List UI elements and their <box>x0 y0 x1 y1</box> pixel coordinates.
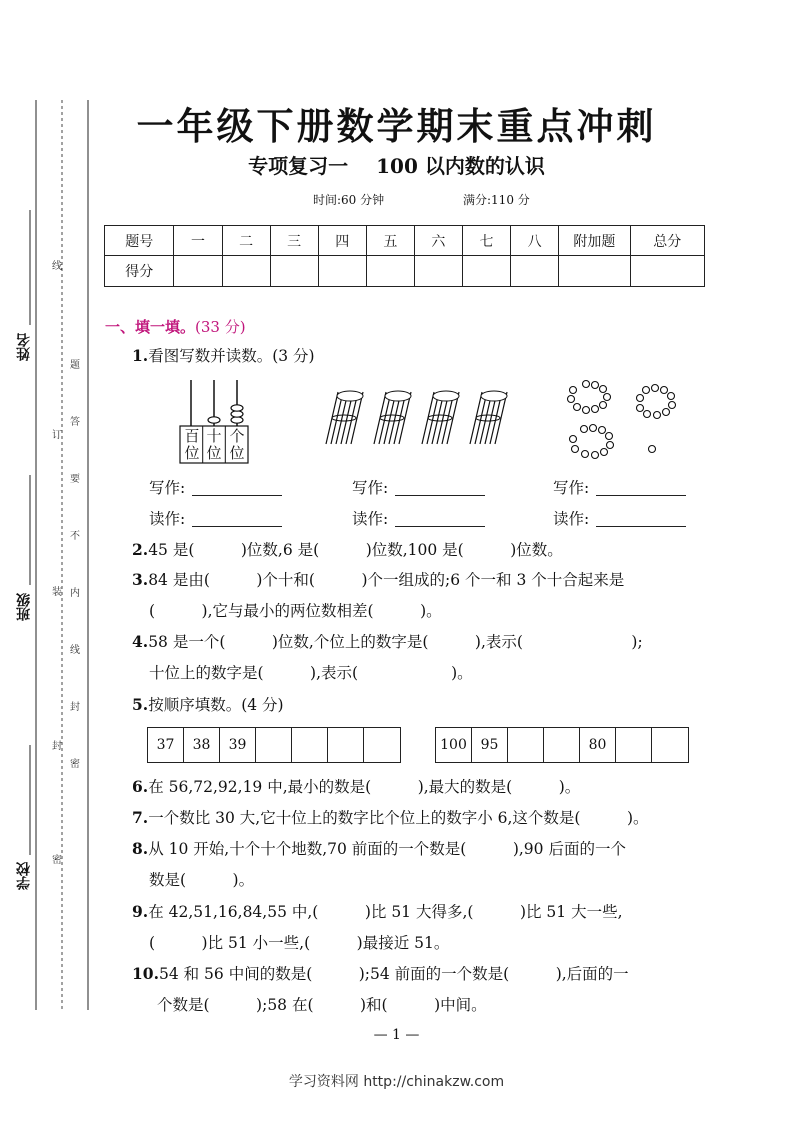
q1-write-blank-2[interactable] <box>395 495 485 496</box>
question-8-line-2: 数是( )。 <box>149 871 255 889</box>
question-7 <box>132 808 649 828</box>
page-number: — 1 — <box>373 1027 420 1043</box>
question-1 <box>132 346 315 366</box>
question-number: 8. <box>132 839 149 858</box>
question-number: 7. <box>132 808 149 827</box>
sequence-cell: 37 <box>148 728 184 762</box>
question-3-line-2: ( ),它与最小的两位数相差( )。 <box>149 602 442 620</box>
question-10-line-1 <box>132 964 629 984</box>
question-number: 5. <box>132 695 149 714</box>
question-number: 1. <box>132 346 149 365</box>
sequence-cell[interactable] <box>328 728 364 762</box>
exam-time: 时间:60 分钟 <box>313 193 385 207</box>
question-10-line-2: 个数是( );58 在( )和( )中间。 <box>157 996 487 1014</box>
sequence-cell: 39 <box>220 728 256 762</box>
q1-write-blank-3[interactable] <box>596 495 686 496</box>
q1-read-blank-2[interactable] <box>395 526 485 527</box>
page-title: 一年级下册数学期末重点冲刺 <box>136 105 657 148</box>
score-header-cell: 七 <box>462 226 510 256</box>
q1-read-label-3: 读作: <box>553 510 590 528</box>
question-8-line-1 <box>132 839 626 859</box>
margin-char: 线 <box>52 261 62 272</box>
warning-char: 答 <box>70 417 80 428</box>
score-header-cell: 题号 <box>105 226 174 256</box>
question-4-line-2: 十位上的数字是( ),表示( )。 <box>149 664 473 682</box>
score-header-cell: 八 <box>511 226 559 256</box>
score-cell[interactable] <box>270 256 318 287</box>
question-2 <box>132 540 563 560</box>
score-table <box>104 225 705 287</box>
subtitle-part1: 专项复习一 <box>248 154 349 178</box>
sequence-cell[interactable] <box>256 728 292 762</box>
question-9-line-2: ( )比 51 小一些,( )最接近 51。 <box>149 934 450 952</box>
warning-char: 密 <box>70 759 80 770</box>
subtitle-part2: 100 以内数的认识 <box>376 154 545 178</box>
warning-char: 不 <box>70 531 80 542</box>
abacus-label-tens: 十位 <box>206 427 222 462</box>
score-cell[interactable] <box>222 256 270 287</box>
sequence-cell[interactable] <box>616 728 652 762</box>
question-number: 9. <box>132 902 149 921</box>
score-cell[interactable] <box>559 256 630 287</box>
q1-write-label-1: 写作: <box>149 479 186 497</box>
question-text: 按顺序填数。(4 分) <box>148 696 284 714</box>
sequence-cell[interactable] <box>292 728 328 762</box>
sequence-cell[interactable] <box>544 728 580 762</box>
abacus-label-hundreds: 百位 <box>184 427 200 462</box>
score-header-cell: 附加题 <box>559 226 630 256</box>
question-9-line-1 <box>132 902 623 922</box>
score-header-cell: 四 <box>318 226 366 256</box>
class-label: 班级 <box>16 593 32 621</box>
school-label: 学校 <box>16 862 32 890</box>
question-text: 在 42,51,16,84,55 中,( )比 51 大得多,( )比 51 大一些, <box>148 903 623 921</box>
margin-char: 密 <box>52 855 62 866</box>
q1-write-label-2: 写作: <box>352 479 389 497</box>
sequence-cell: 95 <box>472 728 508 762</box>
question-text: 84 是由( )个十和( )个一组成的;6 个一和 3 个十合起来是 <box>148 571 625 589</box>
sequence-cell: 38 <box>184 728 220 762</box>
q1-read-blank-1[interactable] <box>192 526 282 527</box>
question-text: 45 是( )位数,6 是( )位数,100 是( )位数。 <box>148 541 563 559</box>
warning-char: 题 <box>70 360 80 371</box>
score-header-cell: 一 <box>174 226 222 256</box>
name-label: 姓名 <box>16 333 32 361</box>
score-header-cell: 总分 <box>630 226 704 256</box>
score-cell[interactable] <box>366 256 414 287</box>
sequence-cell: 100 <box>436 728 472 762</box>
sequence-cell: 80 <box>580 728 616 762</box>
warning-char: 内 <box>70 588 80 599</box>
score-cell[interactable] <box>414 256 462 287</box>
score-cell[interactable] <box>511 256 559 287</box>
sequence-1-boxes <box>147 727 401 763</box>
score-cell[interactable] <box>174 256 222 287</box>
warning-char: 要 <box>70 474 80 485</box>
exam-full-score: 满分:110 分 <box>463 193 530 207</box>
score-header-cell: 三 <box>270 226 318 256</box>
question-number: 4. <box>132 632 149 651</box>
footer-watermark: 学习资料网 http://chinakzw.com <box>288 1074 505 1090</box>
question-number: 10. <box>132 964 159 983</box>
score-cell[interactable] <box>630 256 704 287</box>
question-6 <box>132 777 580 797</box>
score-header-cell: 二 <box>222 226 270 256</box>
sequence-cell[interactable] <box>364 728 400 762</box>
q1-read-label-1: 读作: <box>149 510 186 528</box>
question-5 <box>132 695 284 715</box>
bead-rings-figure <box>564 378 714 468</box>
margin-char: 封 <box>52 741 62 752</box>
question-text: 从 10 开始,十个十个地数,70 前面的一个数是( ),90 后面的一个 <box>148 840 626 858</box>
sequence-2-boxes <box>435 727 689 763</box>
q1-read-label-2: 读作: <box>352 510 389 528</box>
question-number: 6. <box>132 777 149 796</box>
question-4-line-1 <box>132 632 643 652</box>
question-text: 58 是一个( )位数,个位上的数字是( ),表示( ); <box>148 633 643 651</box>
abacus-label-ones: 个位 <box>229 427 245 462</box>
warning-char: 线 <box>70 645 80 656</box>
score-cell[interactable] <box>318 256 366 287</box>
question-text: 看图写数并读数。(3 分) <box>148 347 315 365</box>
stick-bundles-figure <box>322 388 518 450</box>
section-points: (33 分) <box>195 318 246 336</box>
sequence-cell[interactable] <box>652 728 688 762</box>
score-cell[interactable] <box>462 256 510 287</box>
score-row-label: 得分 <box>105 256 174 287</box>
question-text: 一个数比 30 大,它十位上的数字比个位上的数字小 6,这个数是( )。 <box>148 809 649 827</box>
section-title: 一、填一填。 <box>105 318 196 336</box>
margin-char: 订 <box>52 430 62 441</box>
sequence-cell[interactable] <box>508 728 544 762</box>
question-number: 3. <box>132 570 149 589</box>
q1-write-label-3: 写作: <box>553 479 590 497</box>
section-heading <box>105 316 246 337</box>
q1-write-blank-1[interactable] <box>192 495 282 496</box>
question-3-line-1 <box>132 570 624 590</box>
question-number: 2. <box>132 540 149 559</box>
margin-char: 装 <box>52 587 62 598</box>
page-subtitle <box>0 150 793 179</box>
warning-char: 封 <box>70 702 80 713</box>
question-text: 54 和 56 中间的数是( );54 前面的一个数是( ),后面的一 <box>158 965 629 983</box>
q1-read-blank-3[interactable] <box>596 526 686 527</box>
question-text: 在 56,72,92,19 中,最小的数是( ),最大的数是( )。 <box>148 778 581 796</box>
score-header-cell: 六 <box>414 226 462 256</box>
score-header-cell: 五 <box>366 226 414 256</box>
